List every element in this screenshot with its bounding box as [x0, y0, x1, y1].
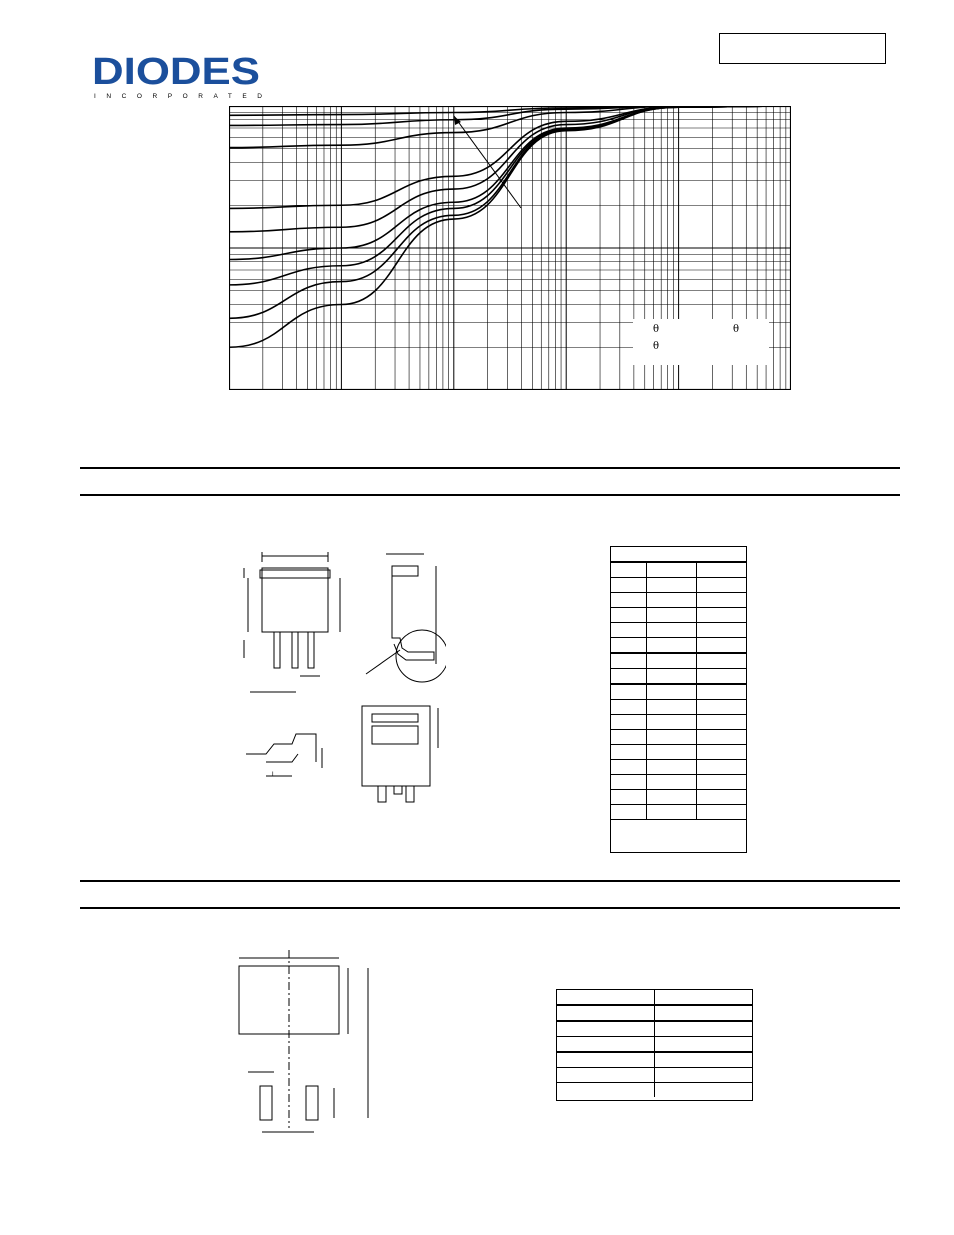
table-cell	[557, 1068, 655, 1083]
table-row	[611, 820, 746, 835]
section-rule-bottom	[80, 494, 900, 496]
table-cell	[557, 1052, 655, 1068]
table-row	[611, 684, 746, 700]
table-row	[557, 1037, 752, 1053]
table-cell	[611, 745, 646, 760]
legend-symbol-3: θ	[653, 341, 660, 352]
logo-wordmark: DIODES	[92, 52, 260, 93]
table-cell	[557, 1005, 655, 1021]
table-row	[557, 1068, 752, 1083]
logo-subtitle: INCORPORATED	[94, 93, 262, 100]
pad-layout-drawing	[236, 948, 386, 1138]
table-cell	[611, 790, 646, 805]
chart-series	[229, 106, 791, 347]
table-cell	[611, 623, 646, 638]
table-cell	[611, 547, 746, 562]
table-cell	[611, 760, 646, 775]
table-row	[611, 653, 746, 669]
transient-thermal-chart	[229, 106, 791, 390]
table-cell	[646, 669, 696, 685]
table-cell	[646, 715, 696, 730]
series-line-7	[229, 106, 791, 285]
table-cell	[611, 578, 646, 593]
table-cell	[611, 820, 746, 835]
table-row	[611, 578, 746, 593]
legend-symbol-2: θ	[733, 324, 740, 335]
legend-symbol-1: θ	[653, 324, 660, 335]
table-cell	[696, 700, 746, 715]
table-cell	[696, 578, 746, 593]
table-cell	[611, 805, 646, 820]
table-cell	[611, 638, 646, 654]
table-row	[611, 730, 746, 745]
part-number-box	[719, 33, 886, 64]
table-row	[611, 745, 746, 760]
table-row	[557, 1052, 752, 1068]
table-cell	[611, 684, 646, 700]
table-cell	[611, 653, 646, 669]
table-cell	[646, 684, 696, 700]
table-cell	[655, 1037, 753, 1053]
table-cell	[696, 638, 746, 654]
table-row	[611, 775, 746, 790]
table-cell	[611, 669, 646, 685]
table-row	[611, 669, 746, 685]
table-row	[611, 623, 746, 638]
table-cell	[655, 1068, 753, 1083]
series-line-6	[229, 106, 791, 259]
table-cell	[646, 700, 696, 715]
table-row	[611, 760, 746, 775]
table-cell	[696, 653, 746, 669]
table-row	[611, 805, 746, 820]
table-cell	[646, 745, 696, 760]
table-row	[611, 638, 746, 654]
table-cell	[646, 593, 696, 608]
package-outline-drawing	[236, 548, 446, 808]
table-cell	[611, 608, 646, 623]
table-cell	[646, 775, 696, 790]
table-cell	[655, 990, 753, 1005]
table-row	[611, 700, 746, 715]
table-cell	[611, 700, 646, 715]
table-cell	[655, 1083, 753, 1098]
diodes-logo	[92, 52, 267, 100]
table-cell	[696, 608, 746, 623]
section-rule-bottom-2	[80, 907, 900, 909]
table-cell	[696, 715, 746, 730]
series-line-9	[229, 106, 791, 347]
table-cell	[696, 745, 746, 760]
table-row	[611, 562, 746, 578]
table-cell	[646, 760, 696, 775]
table-cell	[611, 730, 646, 745]
table-cell	[646, 562, 696, 578]
table-cell	[646, 608, 696, 623]
table-cell	[557, 1083, 655, 1098]
table-cell	[646, 653, 696, 669]
svg-text:L: L	[272, 772, 276, 778]
series-line-8	[229, 106, 791, 318]
table-cell	[646, 623, 696, 638]
dimensions-table	[610, 546, 747, 853]
table-row	[557, 990, 752, 1005]
table-cell	[611, 715, 646, 730]
pad-dimensions-table-grid	[557, 990, 752, 1097]
table-cell	[696, 669, 746, 685]
table-cell	[696, 562, 746, 578]
table-cell	[655, 1005, 753, 1021]
table-cell	[696, 790, 746, 805]
table-cell	[696, 775, 746, 790]
table-cell	[696, 593, 746, 608]
table-cell	[611, 562, 646, 578]
table-cell	[557, 990, 655, 1005]
table-cell	[646, 790, 696, 805]
table-cell	[646, 638, 696, 654]
table-cell	[696, 730, 746, 745]
table-cell	[655, 1021, 753, 1037]
table-cell	[646, 805, 696, 820]
table-cell	[655, 1052, 753, 1068]
pad-dimensions-table	[556, 989, 753, 1101]
table-row	[611, 715, 746, 730]
table-row	[611, 593, 746, 608]
table-cell	[611, 775, 646, 790]
table-row	[557, 1021, 752, 1037]
table-cell	[696, 623, 746, 638]
table-row	[557, 1083, 752, 1098]
table-row	[611, 790, 746, 805]
table-cell	[611, 593, 646, 608]
table-cell	[696, 760, 746, 775]
table-row	[611, 608, 746, 623]
table-cell	[646, 730, 696, 745]
table-cell	[696, 805, 746, 820]
table-row	[611, 547, 746, 562]
table-cell	[646, 578, 696, 593]
table-row	[557, 1005, 752, 1021]
table-cell	[696, 684, 746, 700]
section-rule-top-2	[80, 880, 900, 882]
section-rule-top	[80, 467, 900, 469]
table-cell	[557, 1037, 655, 1053]
table-cell	[557, 1021, 655, 1037]
dimensions-table-grid	[611, 547, 746, 834]
